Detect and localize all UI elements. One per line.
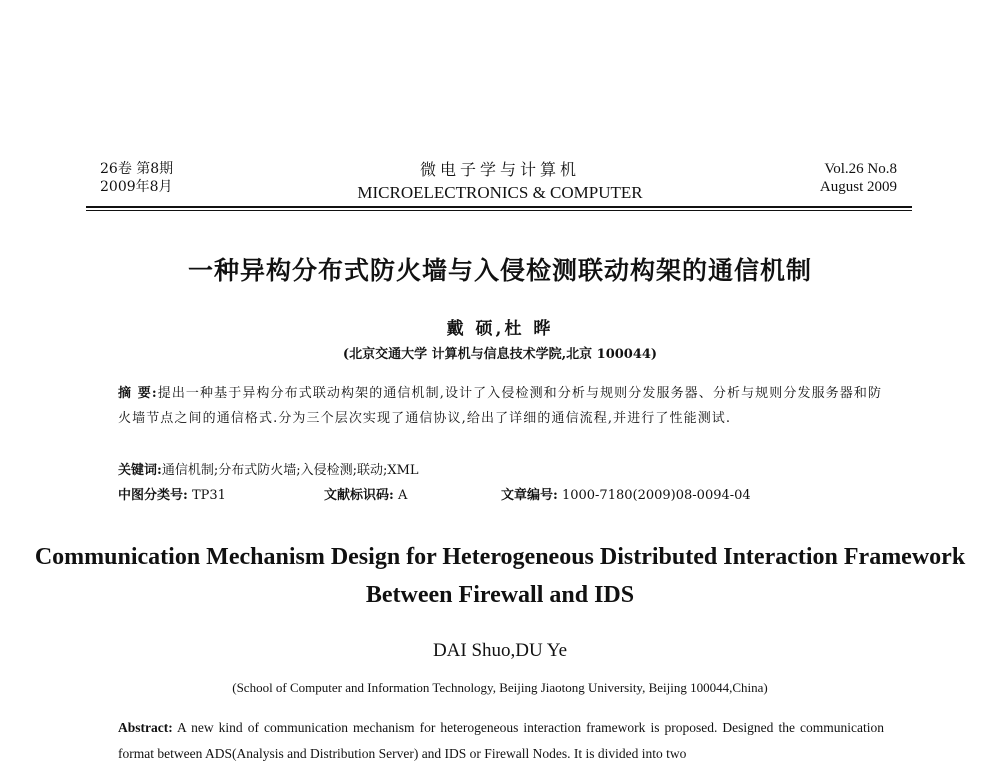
volume-info-en: [820, 160, 897, 196]
paper-title-cn: 一种异构分布式防火墙与入侵检测联动构架的通信机制: [187, 256, 812, 285]
article-no-label: 文章编号:: [501, 488, 558, 503]
vol-no: Vol.26 No.8: [824, 161, 897, 177]
abstract-en: [118, 715, 884, 767]
abstract-cn-text: 提出一种基于异构分布式联动构架的通信机制,设计了入侵检测和分析与规则分发服务器、分析与规则分发服务器和防火墙节点之间的通信格式.分为三个层次实现了通信协议,给出了详细的通信流程,并进行了性能测试.: [118, 386, 883, 426]
abstract-cn: [118, 381, 884, 431]
volume-issue: 26卷 第8期: [100, 161, 174, 177]
header-rule-thin: [86, 210, 912, 211]
article-no-value: 1000-7180(2009)08-0094-04: [561, 488, 751, 503]
clc-field: [118, 484, 226, 503]
keywords-cn-label: 关键词:: [118, 463, 162, 478]
keywords-cn: [118, 458, 884, 483]
abstract-cn-label: 摘 要:: [118, 386, 158, 401]
journal-name-cn: 微电子学与计算机: [419, 160, 580, 179]
abstract-en-text: A new kind of communication mechanism for heterogeneous interaction framework is proposed. Designed the communication format between ADS(Analysis and Distribution Server) and IDS or Firewall Nodes. It is divided into two: [118, 720, 884, 761]
journal-name-en: MICROELECTRONICS & COMPUTER: [357, 183, 643, 202]
paper-title-en: Communication Mechanism Design for Heterogeneous Distributed Interaction Framework Between Firewall and IDS: [34, 544, 966, 608]
authors-en: DAI Shuo,DU Ye: [432, 640, 568, 661]
doc-code-field: [324, 484, 407, 503]
doc-code-label: 文献标识码:: [324, 488, 394, 503]
header-rule-thick: [86, 206, 912, 208]
article-no-field: [501, 484, 751, 503]
clc-label: 中图分类号:: [118, 488, 188, 503]
keywords-cn-text: 通信机制;分布式防火墙;入侵检测;联动;XML: [161, 463, 419, 478]
doc-code-value: A: [397, 488, 408, 503]
abstract-en-label: Abstract:: [118, 720, 173, 735]
issue-date-cn: 2009年8月: [100, 179, 173, 195]
affiliation-en: (School of Computer and Information Technology, Beijing Jiaotong University, Beijing 100044,China): [232, 680, 768, 695]
issue-date-en: August 2009: [819, 179, 897, 195]
authors-cn: 戴 硕,杜 晔: [446, 319, 554, 339]
clc-value: TP31: [191, 488, 226, 503]
affiliation-cn: (北京交通大学 计算机与信息技术学院,北京 100044): [342, 347, 658, 362]
